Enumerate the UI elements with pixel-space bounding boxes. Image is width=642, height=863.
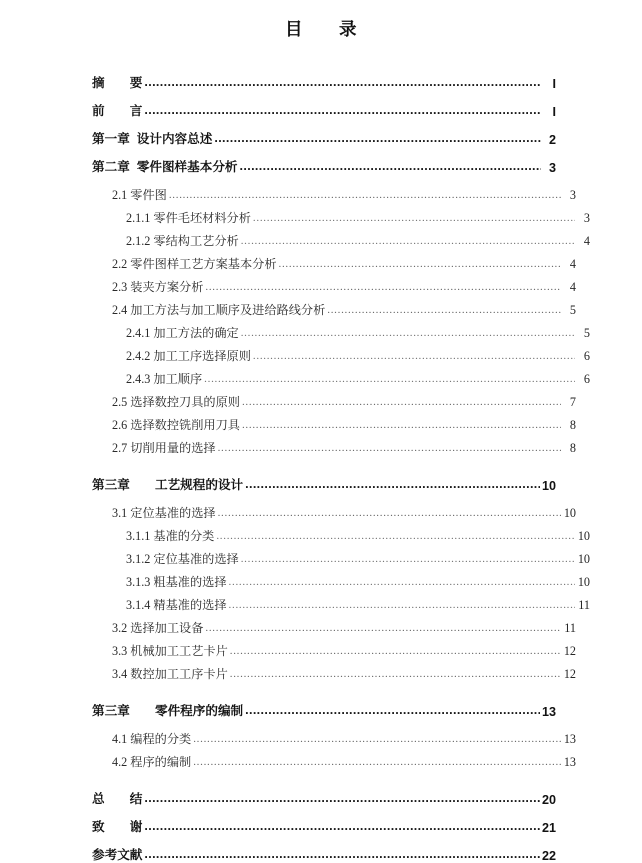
toc-entry-page-number: 12 xyxy=(563,667,576,681)
toc-entry[interactable] xyxy=(92,465,556,493)
toc-entry-page-number: 4 xyxy=(583,234,590,248)
toc-dot-leader xyxy=(229,578,575,590)
toc-dot-leader xyxy=(241,237,575,249)
toc-dot-leader xyxy=(242,421,561,433)
toc-dot-leader xyxy=(169,191,561,203)
toc-entry-label: 2.6 选择数控铣削用刀具 xyxy=(112,418,240,432)
toc-entry-page-number: 20 xyxy=(541,793,556,807)
toc-dot-leader xyxy=(241,555,575,567)
toc-entry[interactable] xyxy=(112,387,576,410)
toc-entry-label: 3.1.2 定位基准的选择 xyxy=(126,552,239,566)
toc-entry-page-number: 13 xyxy=(563,755,576,769)
toc-entry-label: 2.4 加工方法与加工顺序及进给路线分析 xyxy=(112,303,326,317)
toc-entry[interactable] xyxy=(112,659,576,682)
toc-entry-page-number: I xyxy=(552,77,556,91)
toc-entry[interactable] xyxy=(112,249,576,272)
toc-entry[interactable] xyxy=(126,203,590,226)
toc-entry-page-number: I xyxy=(552,105,556,119)
toc-entry-label: 2.4.3 加工顺序 xyxy=(126,372,203,386)
toc-dot-leader xyxy=(242,398,561,410)
toc-entry-label: 2.3 装夹方案分析 xyxy=(112,280,204,294)
toc-entry-label: 致 谢 xyxy=(92,820,143,834)
toc-entry[interactable] xyxy=(92,147,556,175)
toc-entry[interactable] xyxy=(92,91,556,119)
toc-entry-label: 3.1 定位基准的选择 xyxy=(112,506,216,520)
toc-dot-leader xyxy=(144,78,541,91)
toc-dot-leader xyxy=(279,260,561,272)
toc-entry[interactable] xyxy=(92,779,556,807)
toc-entry[interactable] xyxy=(92,119,556,147)
toc-entry-page-number: 6 xyxy=(583,349,590,363)
toc-dot-leader xyxy=(229,601,575,613)
toc-dot-leader xyxy=(218,509,561,521)
toc-entry-page-number: 3 xyxy=(583,211,590,225)
toc-entry[interactable] xyxy=(112,498,576,521)
toc-dot-leader xyxy=(216,532,575,544)
toc-dot-leader xyxy=(253,352,575,364)
toc-entry-label: 4.1 编程的分类 xyxy=(112,732,192,746)
toc-entry-label: 前 言 xyxy=(92,104,143,118)
toc-entry-page-number: 22 xyxy=(541,849,556,863)
toc-dot-leader xyxy=(253,214,575,226)
toc-entry-label: 第三章 工艺规程的设计 xyxy=(92,478,244,492)
toc-entry[interactable] xyxy=(112,747,576,770)
toc-entry[interactable] xyxy=(112,636,576,659)
toc-entry[interactable] xyxy=(112,295,576,318)
page-title: 目 录 xyxy=(285,19,357,39)
toc-dot-leader xyxy=(204,375,575,387)
toc-entry-label: 2.4.1 加工方法的确定 xyxy=(126,326,239,340)
toc-dot-leader xyxy=(205,283,561,295)
toc-dot-leader xyxy=(193,758,561,770)
toc-entry-label: 第三章 零件程序的编制 xyxy=(92,704,244,718)
toc-entry[interactable] xyxy=(126,318,590,341)
toc-entry[interactable] xyxy=(112,410,576,433)
toc-entry-page-number: 6 xyxy=(583,372,590,386)
toc-entry-page-number: 10 xyxy=(577,529,590,543)
toc-entry[interactable] xyxy=(126,341,590,364)
toc-entry-page-number: 10 xyxy=(577,552,590,566)
toc-entry[interactable] xyxy=(126,544,590,567)
toc-entry[interactable] xyxy=(126,226,590,249)
toc-entry-page-number: 21 xyxy=(541,821,556,835)
toc-entry-label: 3.2 选择加工设备 xyxy=(112,621,204,635)
toc-dot-leader xyxy=(214,134,541,147)
toc-dot-leader xyxy=(205,624,561,636)
toc-entry-page-number: 13 xyxy=(563,732,576,746)
toc-dot-leader xyxy=(327,306,561,318)
table-of-contents xyxy=(0,41,642,863)
toc-entry-label: 2.2 零件图样工艺方案基本分析 xyxy=(112,257,277,271)
toc-entry-page-number: 8 xyxy=(569,441,576,455)
toc-entry-page-number: 10 xyxy=(577,575,590,589)
toc-dot-leader xyxy=(218,444,561,456)
toc-entry-page-number: 13 xyxy=(541,705,556,719)
toc-entry-page-number: 2 xyxy=(548,133,556,147)
toc-entry-page-number: 4 xyxy=(569,257,576,271)
toc-entry[interactable] xyxy=(92,835,556,863)
toc-entry[interactable] xyxy=(92,807,556,835)
toc-entry[interactable] xyxy=(112,180,576,203)
toc-entry-label: 3.3 机械加工工艺卡片 xyxy=(112,644,228,658)
toc-entry-label: 2.1.1 零件毛坯材料分析 xyxy=(126,211,251,225)
toc-dot-leader xyxy=(144,106,541,119)
toc-entry-label: 2.4.2 加工工序选择原则 xyxy=(126,349,251,363)
toc-dot-leader xyxy=(241,329,575,341)
toc-entry-label: 3.1.4 精基准的选择 xyxy=(126,598,227,612)
toc-entry[interactable] xyxy=(112,272,576,295)
toc-entry-label: 3.4 数控加工工序卡片 xyxy=(112,667,228,681)
toc-entry[interactable] xyxy=(92,63,556,91)
toc-entry-label: 第二章 零件图样基本分析 xyxy=(92,160,238,174)
toc-entry[interactable] xyxy=(126,364,590,387)
toc-entry[interactable] xyxy=(126,521,590,544)
toc-dot-leader xyxy=(245,480,540,493)
toc-dot-leader xyxy=(230,670,561,682)
toc-entry-label: 4.2 程序的编制 xyxy=(112,755,192,769)
toc-entry[interactable] xyxy=(112,724,576,747)
toc-entry-page-number: 5 xyxy=(569,303,576,317)
toc-entry-label: 2.1 零件图 xyxy=(112,188,167,202)
toc-dot-leader xyxy=(144,822,540,835)
toc-dot-leader xyxy=(144,794,540,807)
toc-entry-page-number: 4 xyxy=(569,280,576,294)
toc-entry-label: 2.1.2 零结构工艺分析 xyxy=(126,234,239,248)
toc-entry-label: 3.1.3 粗基准的选择 xyxy=(126,575,227,589)
toc-entry[interactable] xyxy=(126,567,590,590)
toc-entry-label: 总 结 xyxy=(92,792,143,806)
toc-entry-label: 第一章 设计内容总述 xyxy=(92,132,213,146)
toc-entry-label: 2.7 切削用量的选择 xyxy=(112,441,216,455)
toc-entry-label: 摘 要 xyxy=(92,76,143,90)
toc-entry[interactable] xyxy=(126,590,590,613)
toc-entry-page-number: 3 xyxy=(569,188,576,202)
toc-dot-leader xyxy=(193,735,561,747)
toc-entry[interactable] xyxy=(92,691,556,719)
toc-entry-page-number: 12 xyxy=(563,644,576,658)
toc-entry-page-number: 10 xyxy=(541,479,556,493)
toc-entry-label: 3.1.1 基准的分类 xyxy=(126,529,215,543)
toc-entry-label: 2.5 选择数控刀具的原则 xyxy=(112,395,240,409)
toc-entry[interactable] xyxy=(112,433,576,456)
toc-entry[interactable] xyxy=(112,613,576,636)
toc-dot-leader xyxy=(230,647,561,659)
toc-dot-leader xyxy=(245,706,540,719)
toc-entry-label: 参考文献 xyxy=(92,848,143,862)
toc-entry-page-number: 5 xyxy=(583,326,590,340)
toc-entry-page-number: 11 xyxy=(564,621,576,635)
toc-entry-page-number: 11 xyxy=(578,598,590,612)
toc-entry-page-number: 8 xyxy=(569,418,576,432)
toc-entry-page-number: 7 xyxy=(569,395,576,409)
toc-entry-page-number: 10 xyxy=(563,506,576,520)
toc-entry-page-number: 3 xyxy=(548,161,556,175)
toc-dot-leader xyxy=(240,162,541,175)
toc-dot-leader xyxy=(144,850,540,863)
